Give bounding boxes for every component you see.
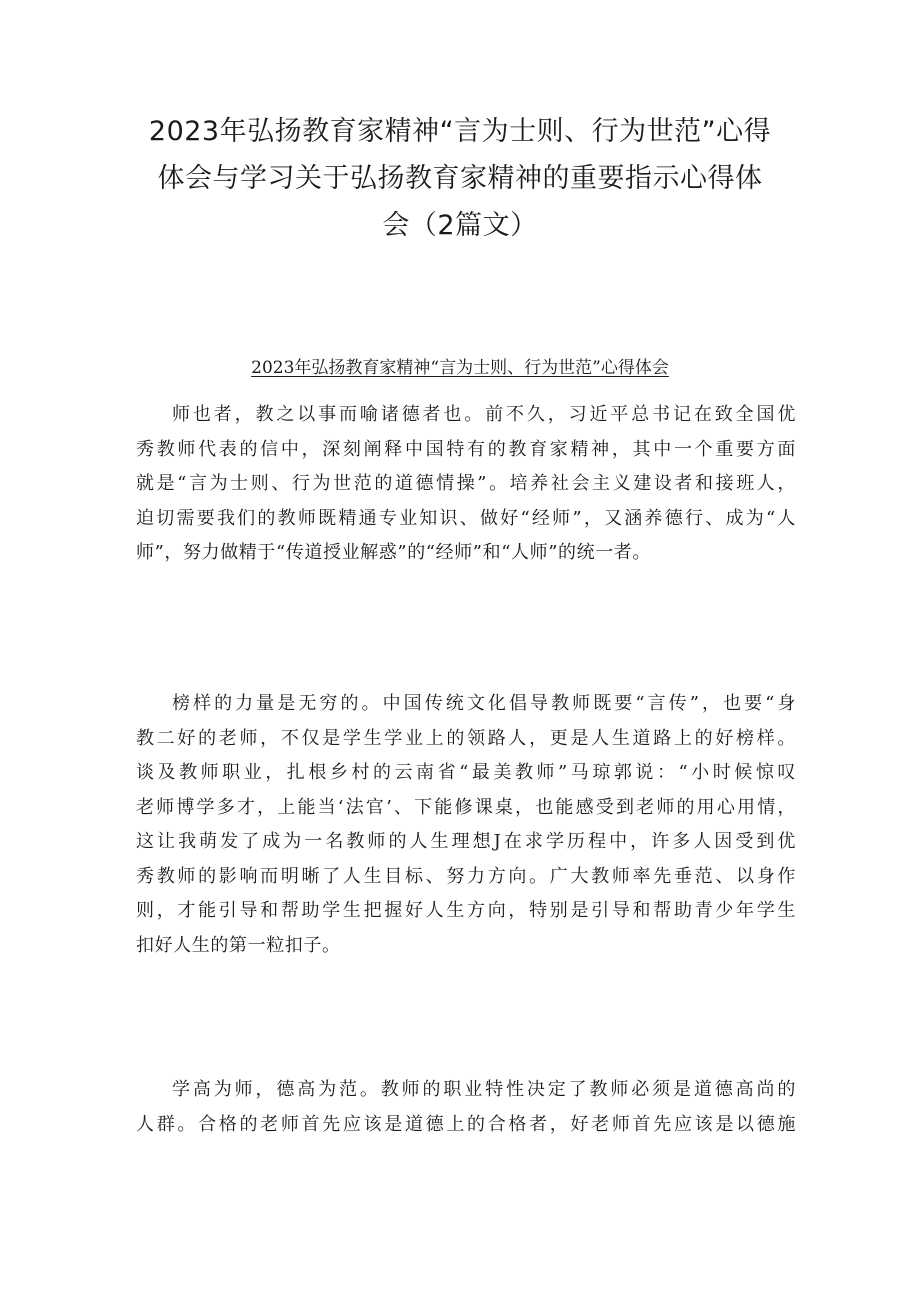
text-line: 谈及教师职业，扎根乡村的云南省“最美教师”马琼郭说：“小时候惊叹 bbox=[136, 762, 796, 783]
text-line: 师”，努力做精于“传道授业解惑”的“经师”和“人师”的统一者。 bbox=[136, 542, 652, 563]
text-line: 老师博学多才，上能当‘法官’、下能修课桌，也能感受到老师的用心用情， bbox=[136, 796, 796, 818]
text-line: 秀教师的影响而明晰了人生目标、努力方向。广大教师率先垂范、以身作 bbox=[136, 865, 796, 887]
text-line: 榜样的力量是无穷的。中国传统文化倡导教师既要“言传”，也要“身 bbox=[172, 693, 797, 714]
paragraph bbox=[136, 687, 796, 963]
text-line: 人群。合格的老师首先应该是道德上的合格者，好老师首先应该是以德施 bbox=[136, 1113, 796, 1135]
title-line: 会（2篇文） bbox=[382, 210, 538, 241]
text-line: 迫切需要我们的教师既精通专业知识、做好“经师”，又涵养德行、成为“人 bbox=[136, 507, 796, 529]
text-line: 就是“言为士则、行为世范的道德情操”。培养社会主义建设者和接班人， bbox=[136, 473, 796, 494]
text-line: 秀教师代表的信中，深刻阐释中国特有的教育家精神，其中一个重要方面 bbox=[136, 438, 796, 460]
paragraph bbox=[136, 1073, 796, 1142]
paragraph bbox=[136, 398, 796, 571]
section-title: 2023年弘扬教育家精神“言为士则、行为世范”心得体会 bbox=[251, 358, 669, 378]
text-line: 则，才能引导和帮助学生把握好人生方向，特别是引导和帮助青少年学生 bbox=[136, 900, 796, 921]
text-line: 教二好的老师，不仅是学生学业上的领路人，更是人生道路上的好榜样。 bbox=[136, 727, 796, 749]
text-line: 学高为师，德高为范。教师的职业特性决定了教师必须是道德高尚的 bbox=[172, 1079, 796, 1100]
title-line: 2023年弘扬教育家精神“言为士则、行为世范”心得 bbox=[148, 116, 772, 147]
document-title bbox=[120, 108, 800, 249]
text-line: 这让我萌发了成为一名教师的人生理想J在求学历程中，许多人因受到优 bbox=[136, 831, 796, 852]
text-line: 扣好人生的第一粒扣子。 bbox=[136, 934, 341, 956]
title-line: 体会与学习关于弘扬教育家精神的重要指示心得体 bbox=[157, 163, 763, 194]
text-line: 师也者，教之以事而喻诸德者也。前不久，习近平总书记在致全国优 bbox=[172, 404, 796, 425]
